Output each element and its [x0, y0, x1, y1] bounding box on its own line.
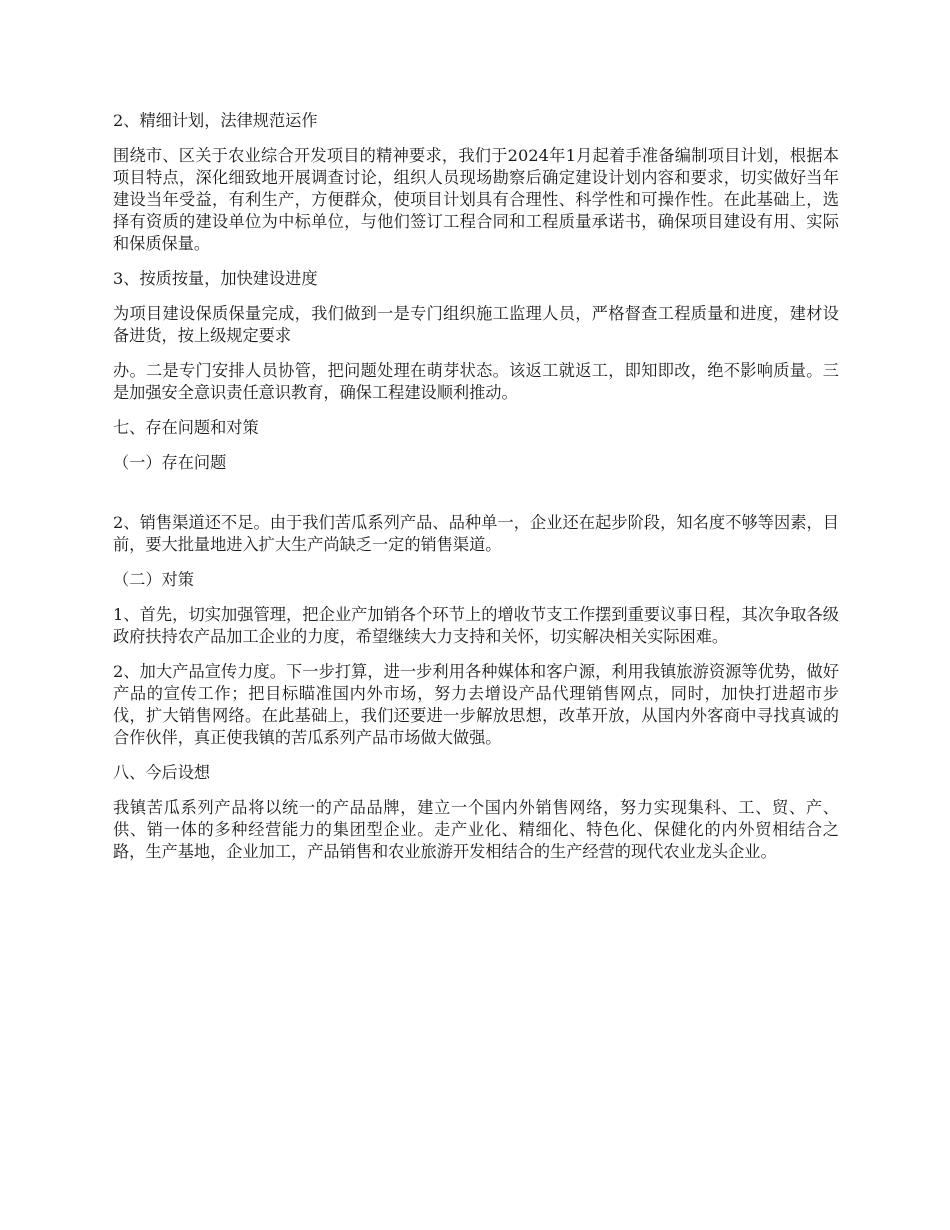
paragraph-management: 1、首先，切实加强管理，把企业产加销各个环节上的增收节支工作摆到重要议事日程，其次争取各级政府扶持农产品加工企业的力度，希望继续大力支持和关怀，切实解决相关实际困难。 — [113, 605, 839, 646]
chapter-heading-future: 八、今后设想 — [113, 763, 211, 782]
subheading-problems: （一）存在问题 — [113, 453, 227, 472]
document-page — [113, 110, 839, 876]
paragraph-promotion: 2、加大产品宣传力度。下一步打算，进一步利用各种媒体和客户源，利用我镇旅游资源等优势，做好产品的宣传工作；把目标瞄准国内外市场，努力去增设产品代理销售网点，同时，加快打进超市步伐，扩大销售网络。在此基础上，我们还要进一步解放思想，改革开放，从国内外客商中寻找真诚的合作伙伴，真正使我镇的苦瓜系列产品市场做大做强。 — [113, 662, 839, 747]
paragraph-progress-body-1: 为项目建设保质保量完成，我们做到一是专门组织施工监理人员，严格督查工程质量和进度，建材设备进货，按上级规定要求 — [113, 304, 839, 345]
blank-spacer — [113, 487, 839, 512]
chapter-heading-problems: 七、存在问题和对策 — [113, 418, 259, 437]
paragraph-plan-body: 围绕市、区关于农业综合开发项目的精神要求，我们于2024年1月起着手准备编制项目计划，根据本项目特点，深化细致地开展调查讨论，组织人员现场勘察后确定建设计划内容和要求，切实做好当年建设当年受益，有利生产，方便群众，使项目计划具有合理性、科学性和可操作性。在此基础上，选择有资质的建设单位为中标单位，与他们签订工程合同和工程质量承诺书，确保项目建设有用、实际和保质保量。 — [113, 146, 839, 253]
section-heading-plan: 2、精细计划，法律规范运作 — [113, 111, 318, 130]
paragraph-future-plan: 我镇苦瓜系列产品将以统一的产品品牌，建立一个国内外销售网络，努力实现集科、工、贸、产、供、销一体的多种经营能力的集团型企业。走产业化、精细化、特色化、保健化的内外贸相结合之路，生产基地，企业加工，产品销售和农业旅游开发相结合的生产经营的现代农业龙头企业。 — [113, 798, 839, 861]
paragraph-sales-channels: 2、销售渠道还不足。由于我们苦瓜系列产品、品种单一，企业还在起步阶段，知名度不够等因素，目前，要大批量地进入扩大生产尚缺乏一定的销售渠道。 — [113, 513, 839, 554]
paragraph-progress-body-2: 办。二是专门安排人员协管，把问题处理在萌芽状态。该返工就返工，即知即改，绝不影响质量。三是加强安全意识责任意识教育，确保工程建设顺利推动。 — [113, 361, 839, 402]
section-heading-progress: 3、按质按量，加快建设进度 — [113, 269, 318, 288]
subheading-countermeasures: （二）对策 — [113, 570, 194, 589]
